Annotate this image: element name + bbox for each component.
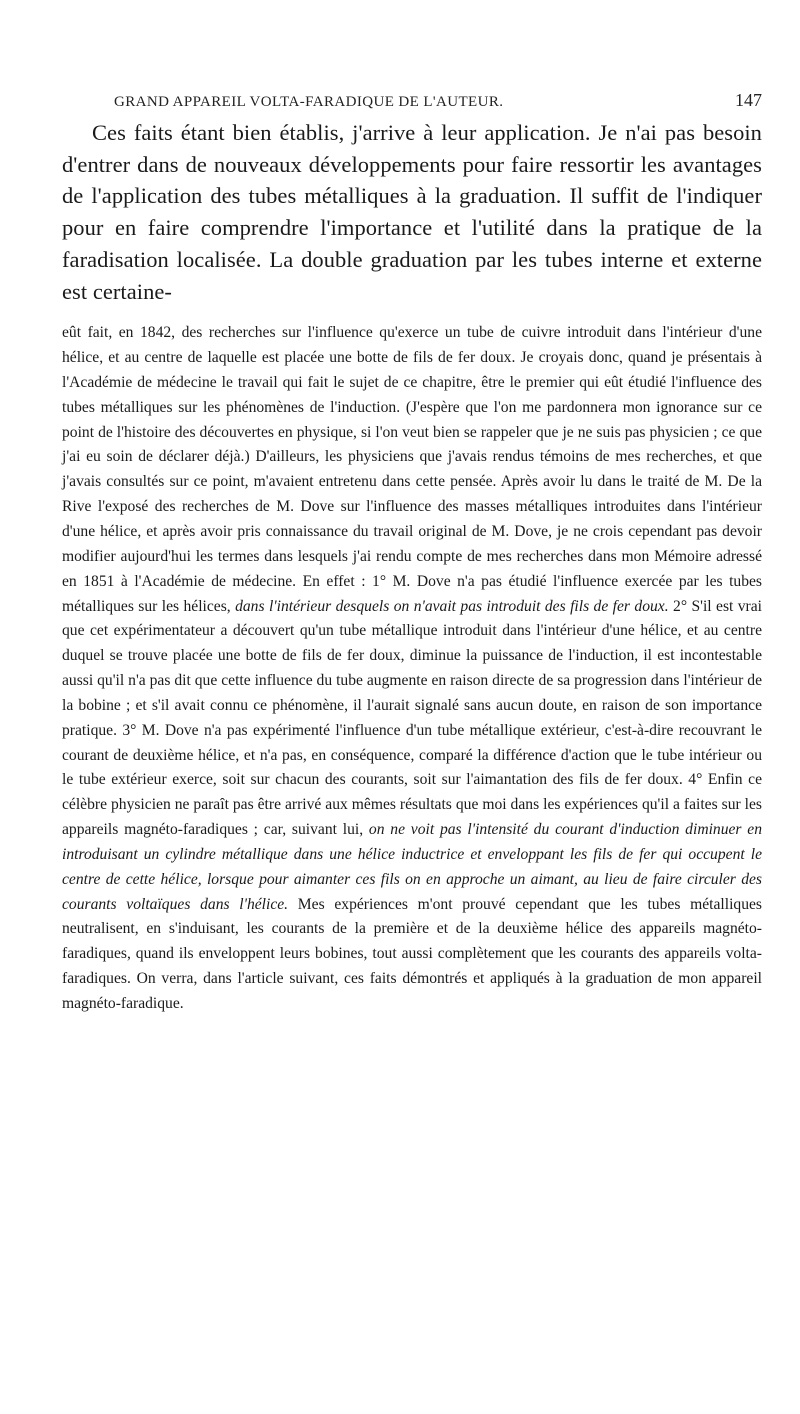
footnote <box>62 321 762 1017</box>
page-number: 147 <box>735 90 762 110</box>
running-title: GRAND APPAREIL VOLTA-FARADIQUE DE L'AUTEUR. <box>114 94 504 110</box>
running-head <box>62 90 762 111</box>
footnote-text-1: eût fait, en 1842, des recherches sur l'influence qu'exerce un tube de cuivre introduit dans l'intérieur d'une hélice, et au centre de laquelle est placée une botte de fils de fer doux. Je croyais donc, quand je présentais à l'Académie de médecine le travail qui fait le sujet de ce chapitre, être le premier qui eût étudié l'influence des tubes métalliques sur les phénomènes de l'induction. (J'espère que l'on me pardonnera mon ignorance sur ce point de l'histoire des découvertes en physique, si l'on veut bien se rappeler que je ne suis pas physicien ; ce que j'ai eu soin de déclarer déjà.) D'ailleurs, les physiciens que j'avais rendus témoins de mes recherches, et que j'avais consultés sur ce point, m'avaient entretenu dans cette pensée. Après avoir lu dans le traité de M. De la Rive l'exposé des recherches de M. Dove sur l'influence des masses métalliques introduites dans l'intérieur d'une hélice, et après avoir pris connaissance du travail original de M. Dove, je ne crois cependant pas devoir modifier aujourd'hui les termes dans lesquels j'ai rendu compte de mes recherches dans mon Mémoire adressé en 1851 à l'Académie de médecine. En effet : 1° M. Dove n'a pas étudié l'influence exercée par les tubes métalliques sur les hélices, <box>62 324 762 615</box>
footnote-italic-1: dans l'intérieur desquels on n'avait pas introduit des fils de fer doux. <box>235 597 669 615</box>
book-page <box>62 90 762 1017</box>
main-paragraph: Ces faits étant bien établis, j'arrive à leur application. Je n'ai pas besoin d'entrer dans de nouveaux développements pour faire ressortir les avantages de l'application des tubes métalliques à la graduation. Il suffit de l'indiquer pour en faire comprendre l'importance et l'utilité dans la pratique de la faradisation localisée. La double graduation par les tubes interne et externe est certaine- <box>62 120 762 304</box>
footnote-text-3: Mes expériences m'ont prouvé cependant que les tubes métalliques neutralisent, en s'induisant, les courants de la première et de la deuxième hélice des appareils magnéto-faradiques, quand ils enveloppent leurs bobines, tout aussi complètement que les courants des appareils volta-faradiques. On verra, dans l'article suivant, ces faits démontrés et appliqués à la graduation de mon appareil magnéto-faradique. <box>62 895 762 1012</box>
footnote-italic-2: on ne voit pas l'intensité du courant d'induction diminuer en introduisant un cylindre métallique dans une hélice inductrice et enveloppant les fils de fer qui occupent le centre de cette hélice, lorsque pour aimanter ces fils on en approche un aimant, au lieu de faire circuler des courants voltaïques dans l'hélice. <box>62 821 762 913</box>
footnote-text-2: 2° S'il est vrai que cet expérimentateur a découvert qu'un tube métallique introduit dans l'intérieur d'une hélice, et au centre duquel se trouve placée une botte de fils de fer doux, diminue la puissance de l'induction, il est incontestable aussi qu'il n'a pas dit que cette influence du tube augmente en raison directe de sa progression dans l'intérieur de la bobine ; et s'il avait connu ce phénomène, il l'aurait signalé sans aucun doute, en raison de son importance pratique. 3° M. Dove n'a pas expérimenté l'influence d'un tube métallique extérieur, c'est-à-dire recouvrant le courant de deuxième hélice, et n'a pas, en conséquence, comparé la différence d'action que le tube intérieur ou le tube extérieur exerce, soit sur chacun des courants, soit sur l'aimantation des fils de fer doux. 4° Enfin ce célèbre physicien ne paraît pas être arrivé aux mêmes résultats que moi dans les expériences qu'il a faites sur les appareils magnéto-faradiques ; car, suivant lui, <box>62 597 762 839</box>
